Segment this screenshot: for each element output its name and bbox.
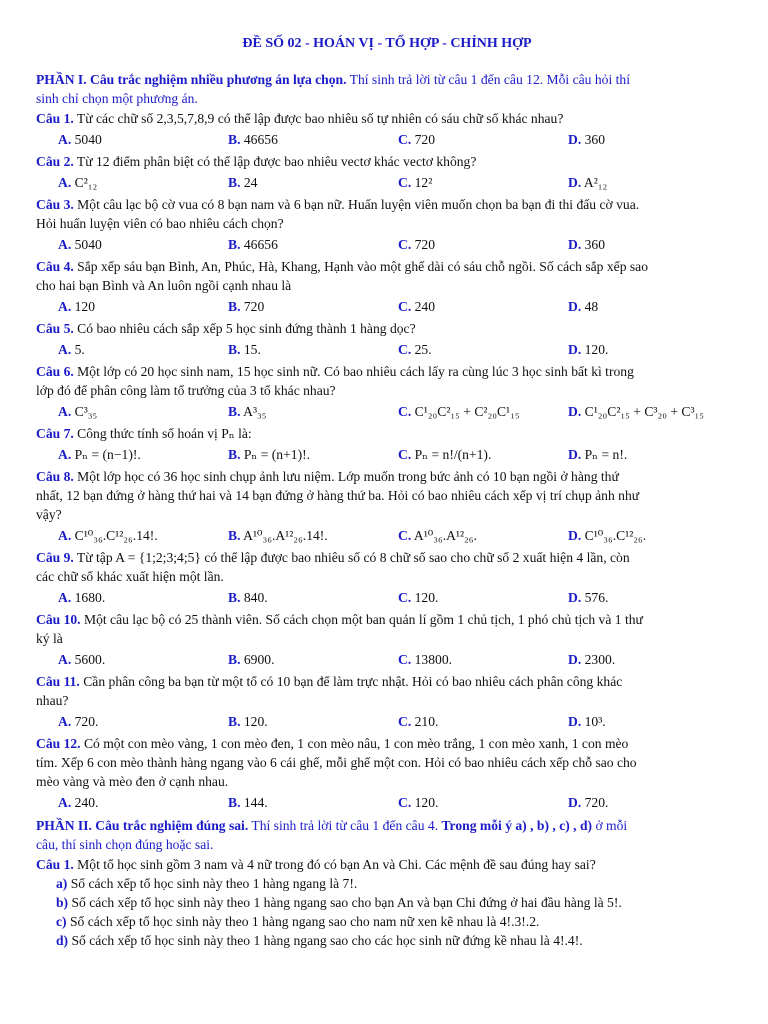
question-text: Từ 12 điểm phân biệt có thể lập được bao nhiêu vectơ khác vectơ không? [73,154,477,169]
option-text: 720 [243,299,265,314]
tf-item-text: Số cách xếp tổ học sinh này theo 1 hàng ngang sao cho nam nữ xen kẽ nhau là 4!.3!.2. [66,914,540,929]
part1-intro-text-2: sinh chỉ chọn một phương án. [36,91,198,106]
part1-intro-text: Thí sinh trả lời từ câu 1 đến câu 12. Mỗi câu hỏi thí [346,72,630,87]
option-text: Pₙ = (n−1)!. [74,447,141,462]
answer-option[interactable] [58,588,228,607]
question-text-2: tím. Xếp 6 con mèo thành hàng ngang vào 6 cái ghế, mỗi ghế một con. Hỏi có bao nhiêu cách xếp chỗ sao cho [36,755,637,770]
answer-option[interactable] [398,130,568,149]
option-letter: A. [58,404,72,419]
option-letter: D. [568,342,582,357]
option-letter: C. [398,299,412,314]
answer-options [36,650,738,669]
answer-options [36,588,738,607]
question-label: Câu 3. [36,197,74,212]
answer-option[interactable] [228,130,398,149]
part2-intro-text-2: câu, thí sinh chọn đúng hoặc sai. [36,837,214,852]
option-text: A²₁₂ [583,175,608,190]
option-letter: D. [568,404,582,419]
answer-option[interactable] [228,235,398,254]
question-text-3: mèo vàng và mèo đen ở cạnh nhau. [36,774,229,789]
tf-item-key: b) [56,895,69,910]
answer-option[interactable] [398,650,568,669]
option-letter: B. [228,652,241,667]
part2-intro [36,816,738,854]
option-text: 840. [243,590,268,605]
answer-option[interactable] [228,650,398,669]
option-text: 1680. [74,590,106,605]
question-text-2: cho hai bạn Bình và An luôn ngồi cạnh nhau là [36,278,292,293]
question-stem [36,548,738,586]
option-letter: A. [58,795,72,810]
part1-intro [36,70,738,108]
option-text: 48 [584,299,599,314]
answer-option[interactable] [58,173,228,192]
option-text: 5040 [74,237,102,252]
answer-option[interactable] [568,526,738,545]
option-letter: B. [228,342,241,357]
option-text: A³₃₅ [243,404,267,419]
answer-option[interactable] [568,235,738,254]
option-letter: C. [398,447,412,462]
question-text: Công thức tính số hoán vị Pₙ là: [73,426,252,441]
answer-option[interactable] [58,526,228,545]
answer-option[interactable] [568,445,738,464]
option-text: 576. [584,590,609,605]
option-text: 360 [584,132,606,147]
tf-item-key: d) [56,933,69,948]
option-text: 46656 [243,237,278,252]
option-letter: B. [228,299,241,314]
option-text: 120. [414,590,439,605]
option-letter: C. [398,795,412,810]
option-text: A¹⁰₃₆.A¹²₂₆.14!. [243,528,328,543]
option-letter: B. [228,237,241,252]
question-text: Từ các chữ số 2,3,5,7,8,9 có thể lập được bao nhiêu số tự nhiên có sáu chữ số khác nhau? [73,111,564,126]
option-text: 13800. [414,652,453,667]
question-stem [36,467,738,524]
tf-item-text: Số cách xếp tổ học sinh này theo 1 hàng ngang là 7!. [67,876,358,891]
question-11 [36,672,738,731]
question-text: Có một con mèo vàng, 1 con mèo đen, 1 con mèo nâu, 1 con mèo trắng, 1 con mèo xanh, 1 con mèo [80,736,629,751]
answer-option[interactable] [398,235,568,254]
option-letter: D. [568,447,582,462]
question-12 [36,734,738,812]
question-text: Một tổ học sinh gồm 3 nam và 4 nữ trong đó có bạn An và Chi. Các mệnh đề sau đúng hay sai? [73,857,596,872]
question-text-3: vậy? [36,507,62,522]
question-text-2: nhau? [36,693,69,708]
option-letter: B. [228,528,241,543]
answer-option[interactable] [58,712,228,731]
option-letter: B. [228,714,241,729]
question-stem [36,152,738,171]
option-text: 120. [584,342,609,357]
question-text: Có bao nhiêu cách sắp xếp 5 học sinh đứng thành 1 hàng dọc? [73,321,416,336]
question-label: Câu 7. [36,426,74,441]
answer-option[interactable] [228,793,398,812]
answer-option[interactable] [228,402,398,421]
answer-options [36,402,738,421]
part2-question-1 [36,855,738,874]
question-5 [36,319,738,359]
option-text: Pₙ = (n+1)!. [243,447,311,462]
answer-option[interactable] [58,130,228,149]
answer-option[interactable] [398,297,568,316]
option-text: 720. [74,714,99,729]
option-text: 25. [414,342,432,357]
answer-option[interactable] [568,173,738,192]
question-text-2: các chữ số khác xuất hiện một lần. [36,569,224,584]
answer-option[interactable] [228,445,398,464]
option-letter: A. [58,528,72,543]
part1-heading: PHẦN I. Câu trắc nghiệm nhiều phương án lựa chọn. [36,72,347,87]
tf-item-text: Số cách xếp tổ học sinh này theo 1 hàng ngang sao cho bạn An và bạn Chi đứng ở hai đầu hàng là 5!. [68,895,622,910]
question-8 [36,467,738,545]
question-text-2: nhất, 12 bạn đứng ở hàng thứ hai và 14 bạn đứng ở hàng thứ ba. Hỏi có bao nhiêu cách xếp vị trí chụp ảnh như [36,488,640,503]
option-letter: D. [568,652,582,667]
answer-option[interactable] [58,235,228,254]
question-text-2: ký là [36,631,63,646]
answer-option[interactable] [568,340,738,359]
question-1 [36,109,738,149]
answer-options [36,340,738,359]
answer-option[interactable] [568,650,738,669]
question-label: Câu 5. [36,321,74,336]
question-text: Sắp xếp sáu bạn Bình, An, Phúc, Hà, Khang, Hạnh vào một ghế dài có sáu chỗ ngồi. Số cách sắp xếp sao [73,259,649,274]
question-label: Câu 4. [36,259,74,274]
option-text: A¹⁰₃₆.A¹²₂₆. [413,528,477,543]
question-label: Câu 1. [36,111,74,126]
option-text: Pₙ = n!. [584,447,628,462]
question-stem [36,257,738,295]
option-letter: A. [58,299,72,314]
question-3 [36,195,738,254]
option-text: 6900. [243,652,275,667]
tf-item-key: c) [56,914,67,929]
option-letter: D. [568,132,582,147]
answer-options [36,712,738,731]
answer-option[interactable] [568,402,738,421]
question-10 [36,610,738,669]
option-text: C¹⁰₃₆.C¹²₂₆.14!. [74,528,158,543]
answer-option[interactable] [228,712,398,731]
tf-item [36,912,738,931]
question-text: Một câu lạc bộ cờ vua có 8 bạn nam và 6 bạn nữ. Huấn luyện viên muốn chọn ba bạn đi thi đấu cờ vua. [73,197,640,212]
part2-intro-emph: Trong mỗi ý a) , b) , c) , d) [441,818,593,833]
question-label: Câu 9. [36,550,74,565]
question-text-2: lớp đó để phân công làm tổ trưởng của 3 tổ khác nhau? [36,383,336,398]
option-letter: C. [398,652,412,667]
answer-option[interactable] [398,340,568,359]
option-text: 46656 [243,132,278,147]
question-stem [36,319,738,338]
option-letter: A. [58,237,72,252]
question-stem [36,424,738,443]
option-text: 720 [414,132,436,147]
question-label: Câu 1. [36,857,74,872]
answer-option[interactable] [398,173,568,192]
option-letter: C. [398,132,412,147]
part2-intro-text: Thí sinh trả lời từ câu 1 đến câu 4. [248,818,442,833]
answer-option[interactable] [58,297,228,316]
option-text: 5040 [74,132,102,147]
option-text: 15. [243,342,261,357]
answer-option[interactable] [568,588,738,607]
page-title: ĐỀ SỐ 02 - HOÁN VỊ - TỔ HỢP - CHỈNH HỢP [242,36,532,51]
option-letter: A. [58,342,72,357]
option-text: 120. [243,714,268,729]
answer-option[interactable] [398,526,568,545]
tf-item-key: a) [56,876,68,891]
option-text: C¹₂₀C²₁₅ + C³₂₀ + C³₁₅ [584,404,705,419]
answer-option[interactable] [398,712,568,731]
question-text: Từ tập A = {1;2;3;4;5} có thể lập được bao nhiêu số có 8 chữ số sao cho chữ số 2 xuất hiện 4 lần, còn [73,550,630,565]
answer-options [36,297,738,316]
question-2 [36,152,738,192]
question-stem [36,195,738,233]
tf-item [36,893,738,912]
question-6 [36,362,738,421]
tf-item [36,931,738,950]
option-letter: D. [568,528,582,543]
option-text: 2300. [584,652,616,667]
option-text: 144. [243,795,268,810]
answer-option[interactable] [568,130,738,149]
question-9 [36,548,738,607]
true-false-items [36,874,738,950]
answer-option[interactable] [398,402,568,421]
option-text: 10³. [584,714,606,729]
option-text: C¹⁰₃₆.C¹²₂₆. [584,528,647,543]
option-letter: B. [228,447,241,462]
option-letter: C. [398,404,412,419]
question-text: Một lớp học có 36 học sinh chụp ảnh lưu niệm. Lớp muốn trong bức ảnh có 10 bạn ngồi ở hàng thứ [73,469,619,484]
question-label: Câu 10. [36,612,81,627]
question-list [36,109,738,812]
option-letter: B. [228,175,241,190]
option-letter: A. [58,132,72,147]
option-letter: C. [398,590,412,605]
question-stem [36,362,738,400]
question-text: Cần phân công ba bạn từ một tổ có 10 bạn để làm trực nhật. Hỏi có bao nhiêu cách phân công khác [79,674,623,689]
answer-option[interactable] [568,793,738,812]
option-letter: B. [228,590,241,605]
answer-option[interactable] [58,402,228,421]
answer-option[interactable] [228,173,398,192]
option-text: 5600. [74,652,106,667]
question-stem [36,734,738,791]
option-letter: D. [568,299,582,314]
option-text: 12² [414,175,433,190]
answer-options [36,173,738,192]
answer-option[interactable] [58,340,228,359]
question-stem [36,109,738,128]
option-letter: C. [398,342,412,357]
option-letter: A. [58,590,72,605]
question-text: Một câu lạc bộ có 25 thành viên. Số cách chọn một ban quản lí gồm 1 chủ tịch, 1 phó chủ tịch và 1 thư [80,612,643,627]
answer-option[interactable] [228,297,398,316]
option-text: C³₃₅ [74,404,98,419]
question-text-2: Hỏi huấn luyện viên có bao nhiêu cách chọn? [36,216,284,231]
question-label: Câu 12. [36,736,81,751]
answer-option[interactable] [58,793,228,812]
answer-option[interactable] [568,297,738,316]
option-letter: D. [568,714,582,729]
option-text: 5. [74,342,85,357]
answer-option[interactable] [228,340,398,359]
question-stem [36,610,738,648]
option-text: 720. [584,795,609,810]
option-letter: C. [398,175,412,190]
answer-option[interactable] [398,588,568,607]
option-letter: B. [228,795,241,810]
option-letter: C. [398,528,412,543]
option-text: 240. [74,795,99,810]
answer-options [36,130,738,149]
option-text: 210. [414,714,439,729]
option-letter: A. [58,175,72,190]
answer-options [36,235,738,254]
option-text: 24 [243,175,258,190]
answer-options [36,793,738,812]
part2-heading: PHẦN II. Câu trắc nghiệm đúng sai. [36,818,249,833]
question-text: Một lớp có 20 học sinh nam, 15 học sinh nữ. Có bao nhiêu cách lấy ra cùng lúc 3 học sinh bất kì trong [73,364,634,379]
option-letter: D. [568,590,582,605]
option-letter: D. [568,795,582,810]
tf-item-text: Số cách xếp tổ học sinh này theo 1 hàng ngang sao cho các học sinh nữ đứng kề nhau là 4!.4!. [68,933,583,948]
answer-options [36,445,738,464]
option-text: 360 [584,237,606,252]
option-letter: C. [398,237,412,252]
option-letter: A. [58,652,72,667]
option-letter: B. [228,404,241,419]
option-letter: D. [568,237,582,252]
option-letter: A. [58,714,72,729]
question-stem [36,672,738,710]
option-text: 240 [414,299,436,314]
option-letter: D. [568,175,582,190]
answer-option[interactable] [228,588,398,607]
answer-option[interactable] [58,445,228,464]
tf-item [36,874,738,893]
option-text: 120 [74,299,96,314]
answer-option[interactable] [398,793,568,812]
option-letter: C. [398,714,412,729]
answer-options [36,526,738,545]
question-label: Câu 8. [36,469,74,484]
part2-intro-tail: ở mỗi [592,818,628,833]
answer-option[interactable] [568,712,738,731]
answer-option[interactable] [228,526,398,545]
option-text: C²₁₂ [74,175,98,190]
question-label: Câu 11. [36,674,80,689]
option-letter: B. [228,132,241,147]
option-text: C¹₂₀C²₁₅ + C²₂₀C¹₁₅ [414,404,520,419]
option-text: 120. [414,795,439,810]
question-4 [36,257,738,316]
question-label: Câu 2. [36,154,74,169]
question-7 [36,424,738,464]
option-text: 720 [414,237,436,252]
option-letter: A. [58,447,72,462]
question-label: Câu 6. [36,364,74,379]
answer-option[interactable] [398,445,568,464]
answer-option[interactable] [58,650,228,669]
option-text: Pₙ = n!/(n+1). [414,447,492,462]
